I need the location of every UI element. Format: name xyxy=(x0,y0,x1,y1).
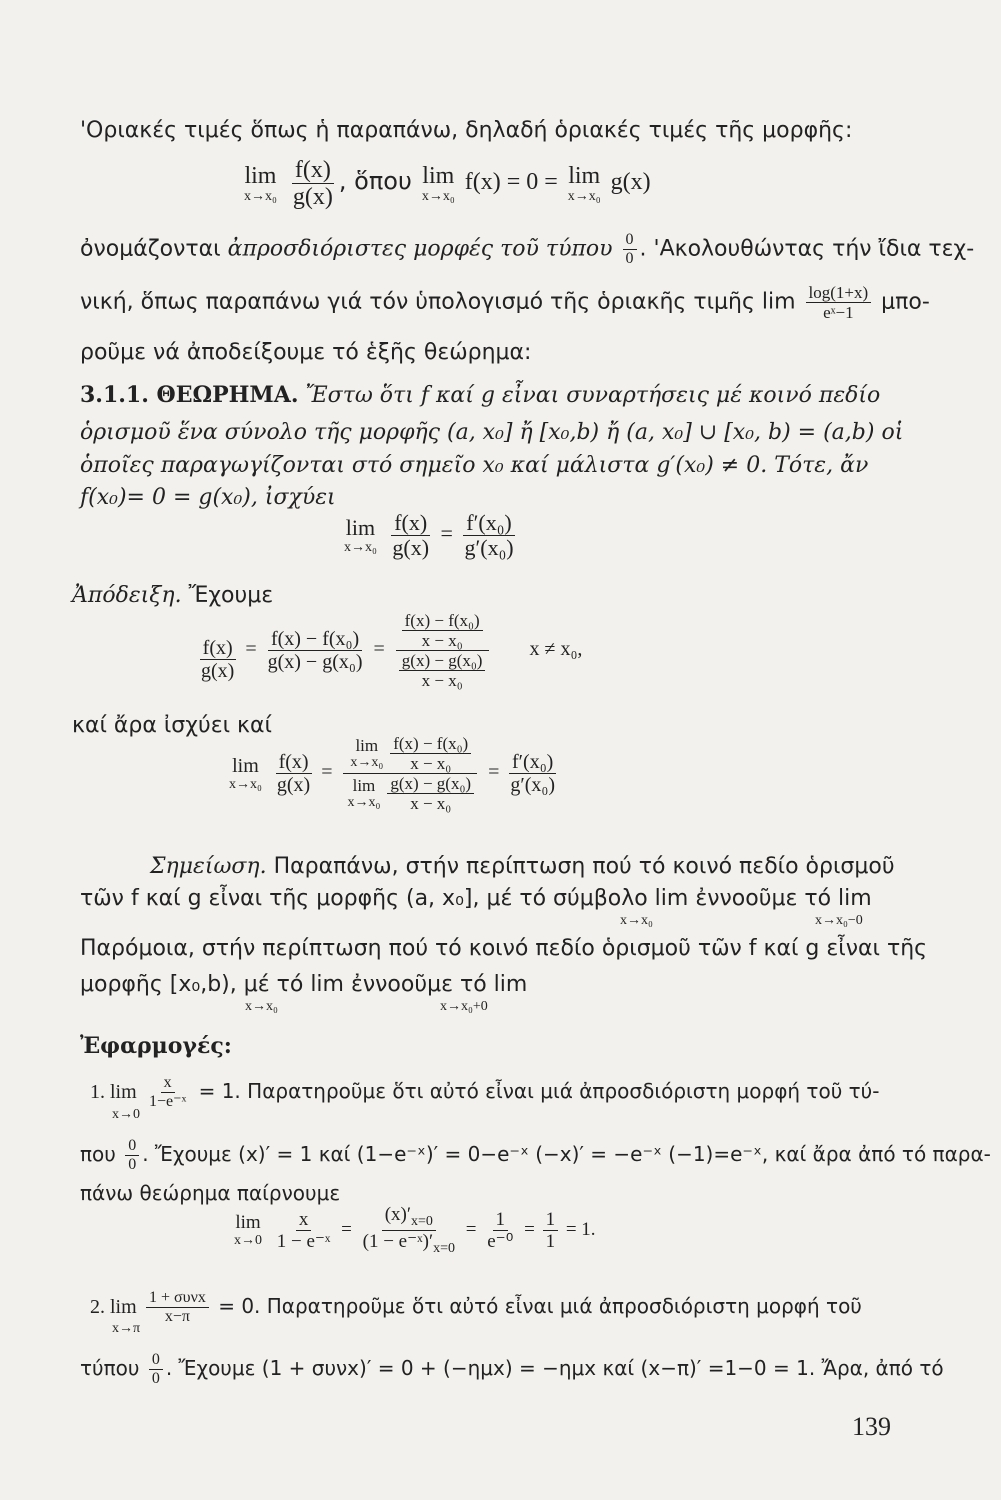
app1-formula: lim x→0 $\frac{x}{\text{1 − e⁻ˣ}}$ = $\frac{(x)'_{x=0}}{(1 - e^-ˣ)'_{x=0}}$ = $\frac{1}{\text{e⁻⁰}}$ = $\frac{1}{1}$ = 1. xyxy=(234,1204,596,1256)
intro-line-2: ὀνομάζονται ἀπροσδιόριστες μορφές τοῦ τύπου $\frac{0}{0}$ . 'Ακολουθώντας τήν ἴδια τεχ- xyxy=(80,231,975,267)
intro-line-3: νική, ὅπως παραπάνω γιά τόν ὑπολογισμό τῆς ὁριακῆς τιμῆς lim $\frac{\log(1+x)}{\text{eˣ−1}}$ μπο- xyxy=(80,283,930,322)
proof-formula-1: $\frac{f(x)}{g(x)}$ = $\frac{\text{f(x) − f(x₀)}}{\text{g(x) − g(x₀)}}$ = $\frac{\frac{\text{f(x) − f(x₀)}}{\text{x − x₀}}}{\frac{\text{g(x) − g(x₀)}}{\text{x − x₀}}}$ x ≠ x₀, xyxy=(201,611,583,690)
note-line-4: μορφῆς [x₀,b), μέ τό lim ἐννοοῦμε τό lim xyxy=(80,972,528,997)
neq-text: x ≠ x₀, xyxy=(529,638,583,661)
app2-typ: τύπου xyxy=(80,1356,140,1380)
line3-end: μπο- xyxy=(881,289,930,315)
note-sub-c: x→x₀ xyxy=(245,999,278,1014)
theorem-label: 3.1.1. ΘΕΩΡΗΜΑ. xyxy=(80,382,299,408)
note-sub-d: x→x₀+0 xyxy=(440,999,488,1014)
app1-line-2: που $\frac{0}{0}$ . Ἔχουμε (x)′ = 1 καί (1−e⁻ˣ)′ = 0−e⁻ˣ (−x)′ = −e⁻ˣ (−1)=e⁻ˣ, καί ἄρα ἀπό τό παρα- xyxy=(80,1137,991,1173)
theorem-line-2: ὁρισμοῦ ἕνα σύνολο τῆς μορφῆς (a, x₀] ἤ [x₀,b) ἤ (a, x₀] ∪ [x₀, b) = (a,b) οἱ xyxy=(80,420,904,445)
app1-line-3: πάνω θεώρημα παίρνουμε xyxy=(80,1181,341,1205)
note-label: Σημείωση. xyxy=(150,854,267,879)
proof-so: καί ἄρα ἰσχύει καί xyxy=(72,713,272,738)
theorem-line-1 xyxy=(80,384,880,407)
note-line-1 xyxy=(150,856,895,878)
where-text: , ὅπου xyxy=(338,167,412,196)
app1-text: = 1. Παρατηροῦμε ὅτι αὐτό εἶναι μιά ἀπροσδιόριστη μορφή τοῦ τύ- xyxy=(198,1079,880,1103)
app2-text: = 0. Παρατηροῦμε ὅτι αὐτό εἶναι μιά ἀπροσδιόριστη μορφή τοῦ xyxy=(218,1294,862,1318)
app2-label: 2. lim xyxy=(90,1296,137,1318)
app2-line-2: τύπου $\frac{0}{0}$ . Ἔχουμε (1 + συνx)′ = 0 + (−ημx) = −ημx καί (x−π)′ =1−0 = 1. Ἄρα, ἀπό τό xyxy=(80,1351,944,1387)
app1-l2: . Ἔχουμε (x)′ = 1 καί (1−e⁻ˣ)′ = 0−e⁻ˣ (−x)′ = −e⁻ˣ (−1)=e⁻ˣ, καί ἄρα ἀπό τό παρα- xyxy=(142,1142,991,1166)
proof-label: Ἀπόδειξη. xyxy=(72,583,182,608)
note-n1: Παραπάνω, στήν περίπτωση πού τό κοινό πεδίο ὁρισμοῦ xyxy=(273,854,895,879)
theorem-line-3: ὁποῖες παραγωγίζονται στό σημεῖο x₀ καί μάλιστα g′(x₀) ≠ 0. Τότε, ἄν xyxy=(80,453,869,478)
app2-sub: x→π xyxy=(112,1321,141,1336)
app1-sub: x→0 xyxy=(112,1107,140,1122)
named-text: ὀνομάζονται xyxy=(80,236,221,262)
named-italic: ἀπροσδιόριστες μορφές τοῦ τύπου xyxy=(227,236,613,262)
app2-l2: . Ἔχουμε (1 + συνx)′ = 0 + (−ημx) = −ημx καί (x−π)′ =1−0 = 1. Ἄρα, ἀπό τό xyxy=(165,1356,944,1380)
proof-formula-2: lim x→x₀ $\frac{f(x)}{g(x)}$ = lim x→x₀ $\frac{\text{f(x) − f(x₀)}}{\text{x − x₀}}$ lim x→x₀ $\frac{\text{g(x) − g(x₀)}}{\text{x − x₀}}$ = $\frac{\text{f′(x₀)}}{\text{g′(x₀)}}$ xyxy=(229,734,556,813)
applications-title: Ἐφαρμογές: xyxy=(80,1033,232,1059)
theorem-t1: Ἔστω ὅτι f καί g εἶναι συναρτήσεις μέ κοινό πεδίο xyxy=(305,383,881,408)
app2-line-1: 2. lim $\frac{\text{1 + συνx}}{x-\pi}$ = 0. Παρατηροῦμε ὅτι αὐτό εἶναι μιά ἀπροσδιόριστη μορφή τοῦ xyxy=(90,1289,862,1325)
note-line-2: τῶν f καί g εἶναι τῆς μορφῆς (a, x₀], μέ τό σύμβολο lim ἐννοοῦμε τό lim xyxy=(80,886,872,911)
intro-line-4: ροῦμε νά ἀποδείξουμε τό ἑξῆς θεώρημα: xyxy=(80,340,532,365)
intro-line-1: 'Οριακές τιμές ὅπως ἡ παραπάνω, δηλαδή ὁριακές τιμές τῆς μορφῆς: xyxy=(80,118,853,143)
follow-text: . 'Ακολουθώντας τήν ἴδια τεχ- xyxy=(639,236,975,262)
note-sub-b: x→x₀−0 xyxy=(815,913,863,928)
proof-line xyxy=(72,585,273,607)
page-number: 139 xyxy=(852,1412,891,1441)
note-sub-a: x→x₀ xyxy=(620,913,653,928)
app1-label: 1. lim xyxy=(90,1081,137,1103)
proof-have: Ἔχουμε xyxy=(188,583,274,608)
app1-pou: που xyxy=(80,1142,116,1166)
theorem-line-4: f(x₀)= 0 = g(x₀), ἰσχύει xyxy=(80,485,336,510)
note-line-3: Παρόμοια, στήν περίπτωση πού τό κοινό πεδίο ὁρισμοῦ τῶν f καί g εἶναι τῆς xyxy=(80,936,928,961)
line3-text: νική, ὅπως παραπάνω γιά τόν ὑπολογισμό τῆς ὁριακῆς τιμῆς lim xyxy=(80,289,796,315)
formula-indeterminate: lim x→x₀ $\frac{f(x)}{g(x)}$ , ὅπου lim x→x₀ f(x) = 0 = lim x→x₀ g(x) xyxy=(244,157,651,210)
app1-line-1: 1. lim $\frac{x}{\text{1−e⁻ˣ}}$ = 1. Παρατηροῦμε ὅτι αὐτό εἶναι μιά ἀπροσδιόριστη μορφή τοῦ τύ- xyxy=(90,1074,880,1110)
theorem-formula: lim x→x₀ $\frac{f(x)}{g(x)}$ = $\frac{\text{f′(x₀)}}{\text{g′(x₀)}}$ xyxy=(344,510,514,560)
